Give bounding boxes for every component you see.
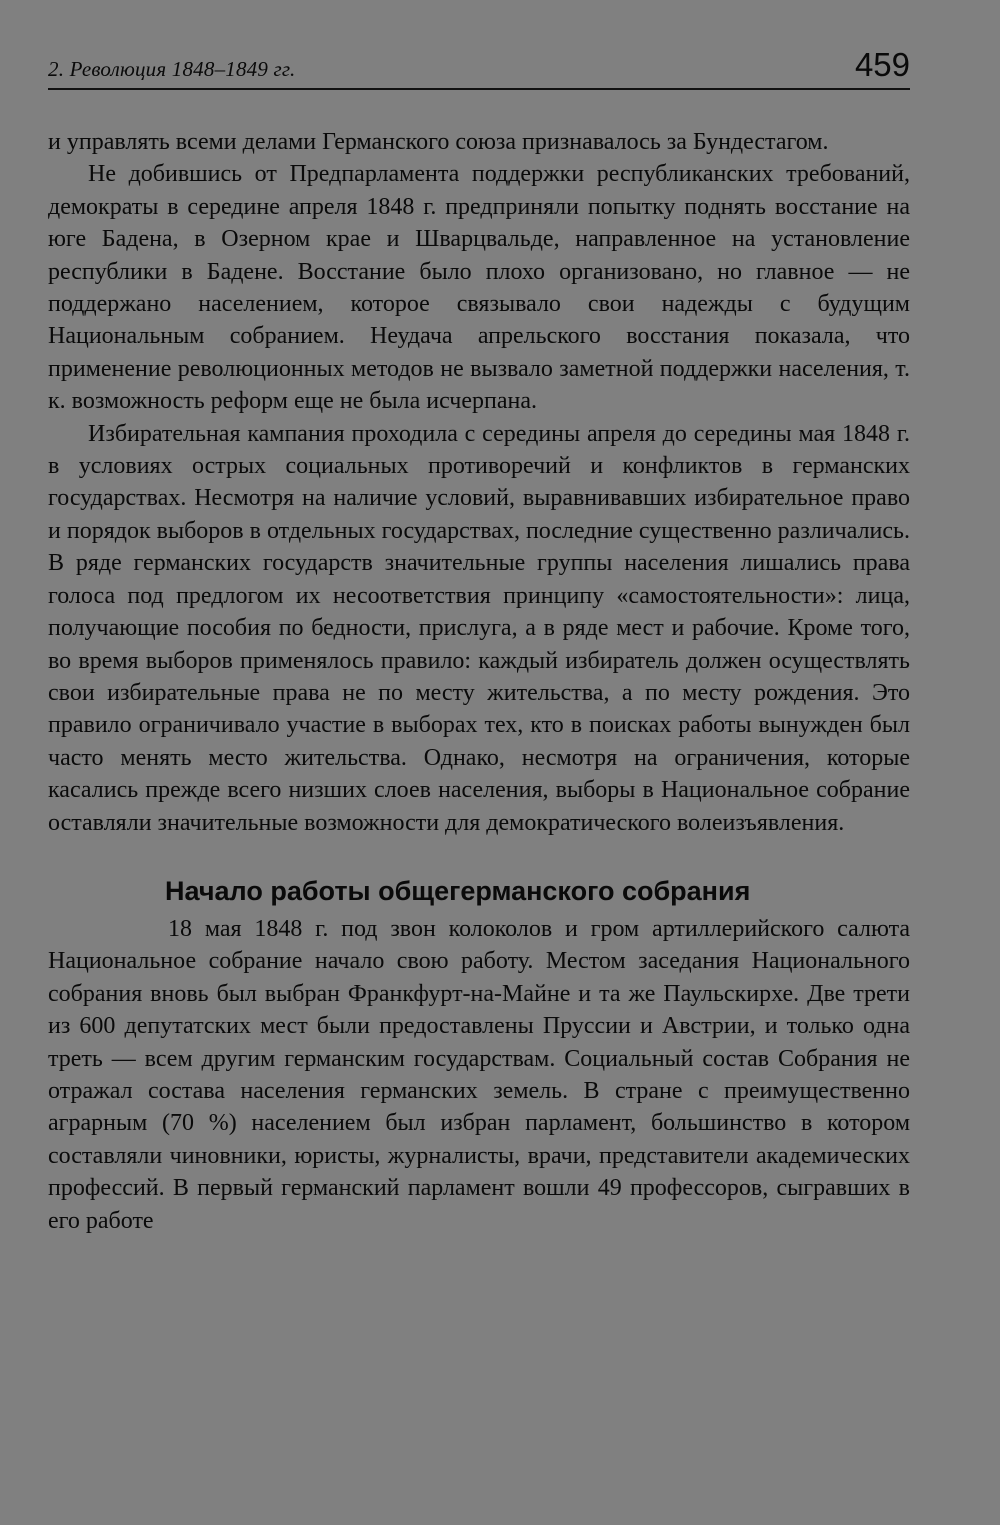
running-title: 2. Революция 1848–1849 гг. <box>48 57 296 81</box>
section-heading: Начало работы общегерманского собрания <box>165 875 751 906</box>
book-page <box>48 40 910 1237</box>
running-head <box>48 40 910 90</box>
paragraph-continuation: и управлять всеми делами Германского союза признавалось за Бундестагом. <box>48 129 829 155</box>
page-number: 459 <box>854 46 910 83</box>
paragraph: Избирательная кампания проходила с середины апреля до середины мая 1848 г. в условиях острых социальных противоречий и конфликтов в германских государствах. Несмотря на наличие условий, выравнивавших избирательное право и порядок выборов в отдельных государствах, последние существенно различались. В ряде германских государств значительные группы населения лишались права голоса под предлогом их несоответствия принципу «самостоятельности»: лица, получающие пособия по бедности, прислуга, а в ряде мест и рабочие. Кроме того, во время выборов применялось правило: каждый избиратель должен осуществлять свои избирательные права не по месту жительства, а по месту рождения. Это правило ограничивало участие в выборах тех, кто в поисках работы вынужден был часто менять место жительства. Однако, несмотря на ограничения, которые касались прежде всего низших слоев населения, выборы в Национальное собрание оставляли значительные возможности для демократического волеизъявления. <box>48 420 910 836</box>
body-text <box>48 126 910 1237</box>
paragraph: Не добившись от Предпарламента поддержки республиканских требований, демократы в середине апреля 1848 г. предприняли попытку поднять восстание на юге Бадена, в Озерном крае и Шварцвальде, направленное на установление республики в Бадене. Восстание было плохо организовано, но главное — не поддержано населением, которое связывало свои надежды с будущим Национальным собранием. Неудача апрельского восстания показала, что применение революционных методов не вызвало заметной поддержки населения, т. к. возможность реформ еще не была исчерпана. <box>48 161 910 415</box>
section-paragraph: 18 мая 1848 г. под звон колоколов и гром артиллерийского салюта Национальное собрание начало свою работу. Местом заседания Национального собрания вновь был выбран Франкфурт-на-Майне и та же Паульскирхе. Две трети из 600 депутатских мест были предоставлены Пруссии и Австрии, и только одна треть — всем другим германским государствам. Социальный состав Собрания не отражал состава населения германских земель. В стране с преимущественно аграрным (70 %) населением был избран парламент, большинство в котором составляли чиновники, юристы, журналисты, врачи, представители академических профессий. В первый германский парламент вошли 49 профессоров, сыгравших в его работе <box>48 915 910 1234</box>
